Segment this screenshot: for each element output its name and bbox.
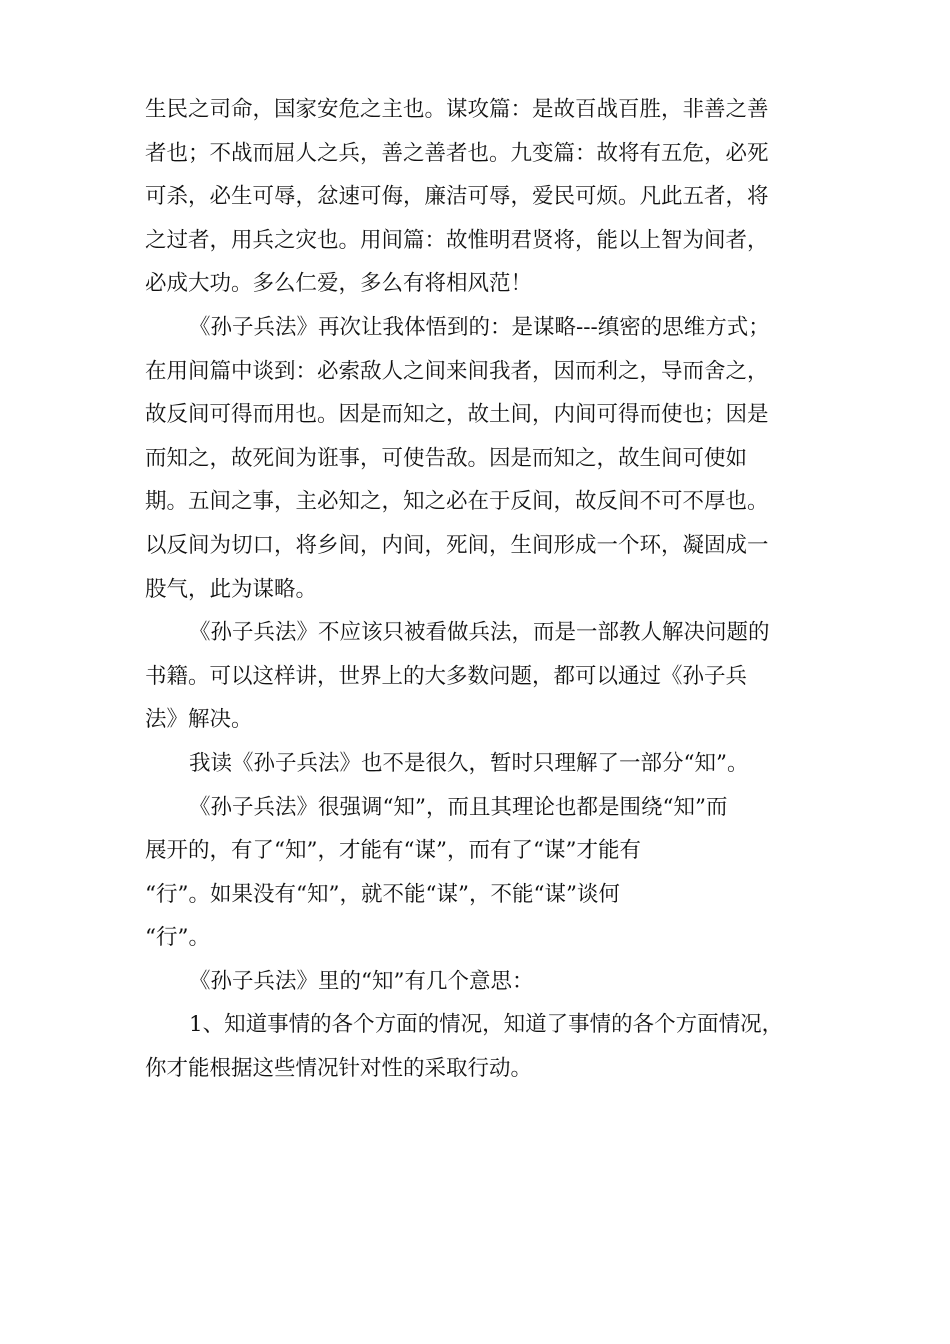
text-line: 在用间篇中谈到：必索敌人之间来间我者，因而利之，导而舍之， <box>145 358 769 384</box>
text-line: 你才能根据这些情况针对性的采取行动。 <box>145 1056 533 1082</box>
text-line: 生民之司命，国家安危之主也。谋攻篇：是故百战百胜，非善之善 <box>145 97 769 122</box>
text-line: 故反间可得而用也。因是而知之，故土间，内间可得而使也；因是 <box>145 402 769 428</box>
paragraph-start: 《孙子兵法》里的“知”有几个意思： <box>189 968 534 994</box>
text-line: 书籍。可以这样讲，世界上的大多数问题，都可以通过《孙子兵 <box>145 663 748 689</box>
text-line: “行”。如果没有“知”，就不能“谋”，不能“谋”谈何 <box>145 881 620 907</box>
text-line: 展开的，有了“知”，才能有“谋”，而有了“谋”才能有 <box>145 838 641 864</box>
list-item: 1、知道事情的各个方面的情况，知道了事情的各个方面情况， <box>189 1012 784 1038</box>
body-text <box>145 88 810 1091</box>
text-line: 以反间为切口，将乡间，内间，死间，生间形成一个环，凝固成一 <box>145 532 769 558</box>
text-line: 者也；不战而屈人之兵，善之善者也。九变篇：故将有五危，必死 <box>145 140 769 166</box>
paragraph-start: 《孙子兵法》再次让我体悟到的：是谋略---缜密的思维方式； <box>189 314 770 340</box>
text-line: 期。五间之事，主必知之，知之必在于反间，故反间不可不厚也。 <box>145 489 769 515</box>
text-line: 必成大功。多么仁爱，多么有将相风范！ <box>145 271 533 297</box>
text-line: 而知之，故死间为诳事，可使告敌。因是而知之，故生间可使如 <box>145 445 748 471</box>
paragraph-start: 我读《孙子兵法》也不是很久，暂时只理解了一部分“知”。 <box>189 750 749 776</box>
text-line: 法》解决。 <box>145 707 253 733</box>
text-line: 之过者，用兵之灾也。用间篇：故惟明君贤将，能以上智为间者， <box>145 227 769 253</box>
text-line: 股气，此为谋略。 <box>145 576 318 602</box>
text-line: 可杀，必生可辱，忿速可侮，廉洁可辱，爱民可烦。凡此五者，将 <box>145 184 769 210</box>
paragraph-start: 《孙子兵法》不应该只被看做兵法，而是一部教人解决问题的 <box>189 620 770 646</box>
text-line: “行”。 <box>145 925 210 951</box>
paragraph-start: 《孙子兵法》很强调“知”，而且其理论也都是围绕“知”而 <box>189 794 728 820</box>
